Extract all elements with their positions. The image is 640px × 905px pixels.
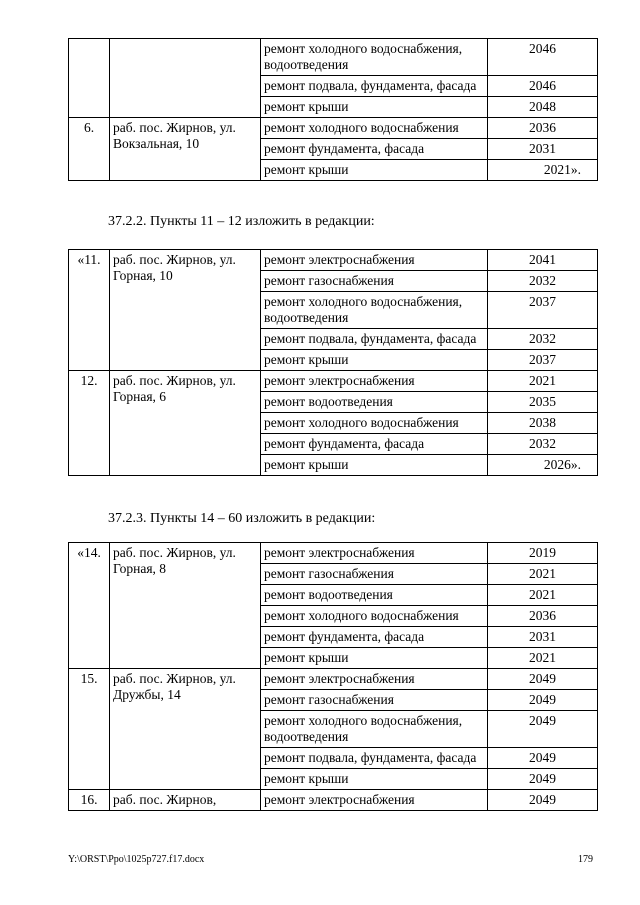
- work-cell: ремонт крыши: [261, 350, 488, 371]
- table-row: [69, 39, 598, 76]
- year-cell: 2049: [488, 769, 598, 790]
- table-row: [69, 371, 598, 392]
- table-row: [69, 790, 598, 811]
- table-continued: [68, 38, 598, 181]
- item-number: «11.: [69, 250, 110, 371]
- work-cell: ремонт подвала, фундамента, фасада: [261, 748, 488, 769]
- table-body: [69, 250, 598, 476]
- year-cell: 2031: [488, 627, 598, 648]
- year-cell: 2046: [488, 39, 598, 76]
- address-cell: раб. пос. Жирнов,: [110, 790, 261, 811]
- work-cell: ремонт подвала, фундамента, фасада: [261, 329, 488, 350]
- work-cell: ремонт фундамента, фасада: [261, 627, 488, 648]
- year-cell: 2049: [488, 711, 598, 748]
- work-cell: ремонт холодного водоснабжения: [261, 606, 488, 627]
- footer-file-path: Y:\ORST\Ppo\1025p727.f17.docx: [68, 854, 205, 865]
- address-cell: раб. пос. Жирнов, ул. Вокзальная, 10: [110, 118, 261, 181]
- table-body: [69, 543, 598, 811]
- item-number: 16.: [69, 790, 110, 811]
- address-cell: [110, 39, 261, 118]
- work-cell: ремонт электроснабжения: [261, 543, 488, 564]
- work-cell: ремонт крыши: [261, 769, 488, 790]
- item-number: 6.: [69, 118, 110, 181]
- paragraph-amendment-14-60: 37.2.3. Пункты 14 – 60 изложить в редакции:: [108, 511, 376, 526]
- table-body: [69, 39, 598, 181]
- year-cell: 2037: [488, 350, 598, 371]
- table-items-11-12: [68, 249, 598, 476]
- work-cell: ремонт крыши: [261, 455, 488, 476]
- year-cell: 2049: [488, 690, 598, 711]
- year-cell: 2021: [488, 585, 598, 606]
- address-cell: раб. пос. Жирнов, ул. Дружбы, 14: [110, 669, 261, 790]
- work-cell: ремонт газоснабжения: [261, 271, 488, 292]
- work-cell: ремонт крыши: [261, 97, 488, 118]
- work-cell: ремонт холодного водоснабжения: [261, 118, 488, 139]
- footer-page-number: 179: [578, 854, 593, 865]
- work-cell: ремонт холодного водоснабжения, водоотведения: [261, 292, 488, 329]
- work-cell: ремонт водоотведения: [261, 585, 488, 606]
- year-cell: 2032: [488, 434, 598, 455]
- year-cell: 2038: [488, 413, 598, 434]
- year-cell: 2049: [488, 790, 598, 811]
- year-cell: 2032: [488, 329, 598, 350]
- year-cell: 2019: [488, 543, 598, 564]
- work-cell: ремонт подвала, фундамента, фасада: [261, 76, 488, 97]
- table-row: [69, 118, 598, 139]
- year-cell: 2021».: [488, 160, 598, 181]
- work-cell: ремонт электроснабжения: [261, 669, 488, 690]
- item-number: «14.: [69, 543, 110, 669]
- item-number: 12.: [69, 371, 110, 476]
- table-items-14-16: [68, 542, 598, 811]
- year-cell: 2041: [488, 250, 598, 271]
- address-cell: раб. пос. Жирнов, ул. Горная, 10: [110, 250, 261, 371]
- year-cell: 2049: [488, 669, 598, 690]
- work-cell: ремонт электроснабжения: [261, 790, 488, 811]
- year-cell: 2046: [488, 76, 598, 97]
- work-cell: ремонт крыши: [261, 160, 488, 181]
- year-cell: 2026».: [488, 455, 598, 476]
- item-number: [69, 39, 110, 118]
- work-cell: ремонт холодного водоснабжения, водоотведения: [261, 711, 488, 748]
- address-cell: раб. пос. Жирнов, ул. Горная, 8: [110, 543, 261, 669]
- year-cell: 2021: [488, 648, 598, 669]
- work-cell: ремонт электроснабжения: [261, 371, 488, 392]
- work-cell: ремонт газоснабжения: [261, 564, 488, 585]
- work-cell: ремонт водоотведения: [261, 392, 488, 413]
- work-cell: ремонт холодного водоснабжения, водоотведения: [261, 39, 488, 76]
- year-cell: 2049: [488, 748, 598, 769]
- work-cell: ремонт фундамента, фасада: [261, 434, 488, 455]
- table-row: [69, 669, 598, 690]
- year-cell: 2021: [488, 371, 598, 392]
- work-cell: ремонт крыши: [261, 648, 488, 669]
- year-cell: 2035: [488, 392, 598, 413]
- table-row: [69, 543, 598, 564]
- work-cell: ремонт фундамента, фасада: [261, 139, 488, 160]
- item-number: 15.: [69, 669, 110, 790]
- year-cell: 2032: [488, 271, 598, 292]
- year-cell: 2036: [488, 606, 598, 627]
- year-cell: 2037: [488, 292, 598, 329]
- table-row: [69, 250, 598, 271]
- year-cell: 2021: [488, 564, 598, 585]
- paragraph-amendment-11-12: 37.2.2. Пункты 11 – 12 изложить в редакции:: [108, 214, 375, 229]
- year-cell: 2031: [488, 139, 598, 160]
- year-cell: 2036: [488, 118, 598, 139]
- work-cell: ремонт электроснабжения: [261, 250, 488, 271]
- address-cell: раб. пос. Жирнов, ул. Горная, 6: [110, 371, 261, 476]
- work-cell: ремонт газоснабжения: [261, 690, 488, 711]
- work-cell: ремонт холодного водоснабжения: [261, 413, 488, 434]
- year-cell: 2048: [488, 97, 598, 118]
